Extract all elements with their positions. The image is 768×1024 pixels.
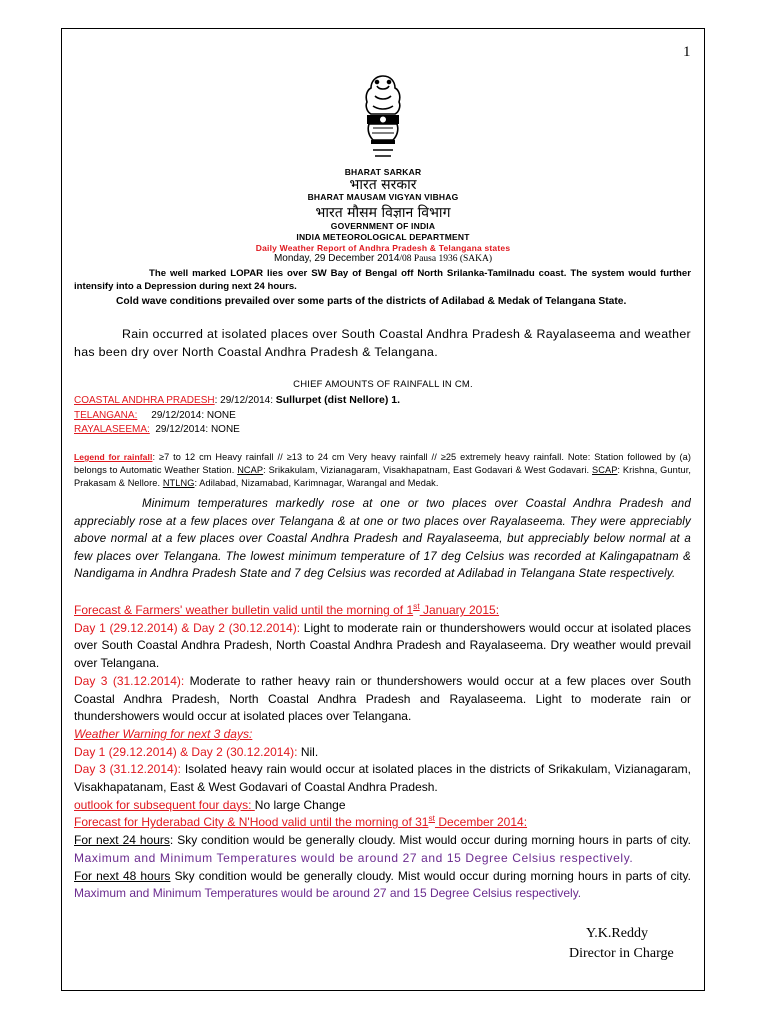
forecast-heading-sup: st bbox=[413, 601, 420, 611]
rainfall-rayalaseema-date: 29/12/2014: NONE bbox=[155, 424, 240, 435]
header-government: GOVERNMENT OF INDIA bbox=[330, 221, 436, 231]
ntlng-label: NTLNG bbox=[162, 478, 195, 488]
warning-day3-text: Isolated heavy rain would occur at isolated places in the districts of Srikakulam, Vizianagaram, Visakhapatanam, East & West Godavari of Coastal Andhra Pradesh. bbox=[74, 762, 691, 795]
header-bharat-sarkar: BHARAT SARKAR bbox=[344, 167, 422, 177]
hyderabad-48h bbox=[74, 868, 691, 903]
ncap-label: NCAP bbox=[237, 465, 264, 475]
outlook-label: outlook for subsequent four days: bbox=[74, 797, 255, 812]
ncap-text: : Srikakulam, Vizianagaram, Visakhapatnam, East Godavari & West Godavari. bbox=[263, 465, 592, 475]
forecast-day12 bbox=[74, 620, 691, 673]
rainfall-telangana-date: 29/12/2014: NONE bbox=[151, 409, 236, 421]
report-title: Daily Weather Report of Andhra Pradesh & Telangana states bbox=[255, 243, 511, 253]
report-date-gregorian: Monday, 29 December 2014 bbox=[273, 253, 400, 264]
rainfall-heading: CHIEF AMOUNTS OF RAINFALL IN CM. bbox=[293, 379, 473, 390]
min-temp-paragraph: Minimum temperatures markedly rose at one or two places over Coastal Andhra Pradesh and appreciably rose at a few places over Telangana & at one or two places over Rayalaseema. They were appreciably above normal at a few places over Coastal Andhra Pradesh and Rayalaseema, but appreciably below normal at a few places over Telangana. The lowest minimum temperature of 17 deg Celsius was recorded at Kalingapatnam & Nandigama in Andhra Pradesh State and 7 deg Celsius was recorded at Adilabad in Telangana State respectively. bbox=[74, 498, 691, 581]
warning-day12 bbox=[74, 744, 691, 762]
h24-label: For next 24 hours bbox=[74, 833, 170, 848]
h48-text: Sky condition would be generally cloudy. Mist would occur during morning hours in parts of city. bbox=[170, 868, 691, 883]
outlook bbox=[74, 797, 691, 815]
warning-day3-label: Day 3 (31.12.2014): bbox=[74, 762, 182, 777]
forecast-heading-text: Forecast & Farmers' weather bulletin valid until the morning of 1 bbox=[74, 603, 414, 617]
forecast-day12-label: Day 1 (29.12.2014) & Day 2 (30.12.2014): bbox=[74, 620, 301, 635]
warning-day12-label: Day 1 (29.12.2014) & Day 2 (30.12.2014): bbox=[74, 744, 298, 759]
lopar-paragraph: The well marked LOPAR lies over SW Bay of Bengal off North Srilanka-Tamilnadu coast. The system would further intensify into a Depression during next 24 hours. bbox=[74, 268, 691, 292]
rainfall-coastal-date: : 29/12/2014: bbox=[214, 395, 276, 406]
forecast-day3-label: Day 3 (31.12.2014): bbox=[74, 673, 185, 688]
hyderabad-heading bbox=[74, 814, 691, 832]
header-hindi-sarkar: भारत सरकार bbox=[349, 177, 417, 193]
signatory-name: Y.K.Reddy bbox=[586, 926, 648, 941]
legend-text: : ≥7 to 12 cm Heavy rainfall // ≥13 to 24 cm Very heavy rainfall // ≥25 extremely heavy rainfall. Note: Station followed by (a) belongs to Automatic Weather Station. bbox=[74, 452, 691, 475]
scap-label: SCAP bbox=[592, 465, 618, 475]
legend-label: Legend for rainfall bbox=[74, 452, 153, 462]
warning-heading: Weather Warning for next 3 days: bbox=[74, 726, 253, 741]
region-telangana: TELANGANA: bbox=[74, 409, 138, 421]
rainfall-row-telangana bbox=[74, 409, 400, 424]
forecast-day3-text: Moderate to rather heavy rain or thundershowers would occur at a few places over South Coastal Andhra Pradesh, North Coastal Andhra Pradesh and Rayalaseema. Light to moderate rain or thundershowers would occur at isolated places over Telangana. bbox=[74, 673, 691, 724]
header-department: INDIA METEOROLOGICAL DEPARTMENT bbox=[296, 232, 470, 242]
legend-paragraph bbox=[74, 451, 691, 490]
rainfall-table bbox=[74, 393, 400, 438]
forecast-day12-text: Light to moderate rain or thundershowers would occur at isolated places over South Coastal Andhra Pradesh, North Coastal Andhra Pradesh and Rayalaseema. Dry weather would prevail over Telangana. bbox=[74, 620, 691, 671]
hyderabad-heading-end: December 2014: bbox=[434, 815, 528, 830]
scap-text: : Krishna, Guntur, Prakasam & Nellore. bbox=[74, 465, 692, 488]
h24-temp: Maximum and Minimum Temperatures would be around 27 and 15 Degree Celsius respectively. bbox=[74, 850, 634, 865]
report-date-saka: /08 Pausa 1936 (SAKA) bbox=[399, 254, 493, 264]
national-emblem-icon bbox=[355, 70, 411, 170]
ntlng-text: : Adilabad, Nizamabad, Karimnagar, Warangal and Medak. bbox=[194, 478, 439, 488]
header-mausam-vibhag: BHARAT MAUSAM VIGYAN VIBHAG bbox=[307, 192, 459, 202]
warning-day3 bbox=[74, 761, 691, 796]
region-coastal: COASTAL ANDHRA PRADESH bbox=[74, 395, 215, 406]
header-hindi-vibhag: भारत मौसम विज्ञान विभाग bbox=[315, 205, 451, 221]
region-rayalaseema: RAYALASEEMA: bbox=[74, 424, 150, 435]
h48-temp: Maximum and Minimum Temperatures would be around 27 and 15 Degree Celsius respectively. bbox=[74, 886, 582, 901]
cold-wave-paragraph: Cold wave conditions prevailed over some parts of the districts of Adilabad & Medak of Telangana State. bbox=[116, 296, 627, 307]
rainfall-row-coastal bbox=[74, 393, 400, 409]
hyderabad-heading-sup: st bbox=[428, 813, 435, 824]
rainfall-row-rayalaseema bbox=[74, 423, 400, 438]
signatory-title: Director in Charge bbox=[569, 946, 674, 961]
outlook-text: No large Change bbox=[254, 797, 346, 812]
h24-text: : Sky condition would be generally cloudy. Mist would occur during morning hours in parts of city. bbox=[169, 833, 691, 848]
rain-paragraph: Rain occurred at isolated places over South Coastal Andhra Pradesh & Rayalaseema and weather has been dry over North Coastal Andhra Pradesh & Telangana. bbox=[74, 327, 691, 359]
forecast-heading-end: January 2015: bbox=[419, 603, 500, 617]
report-date bbox=[62, 253, 704, 264]
forecast-section bbox=[74, 602, 691, 903]
forecast-heading bbox=[74, 602, 691, 620]
hyderabad-24h bbox=[74, 832, 691, 867]
warning-day12-text: Nil. bbox=[297, 744, 319, 759]
h48-label: For next 48 hours bbox=[74, 868, 171, 883]
rainfall-coastal-value: Sullurpet (dist Nellore) 1. bbox=[275, 394, 401, 406]
page-number: 1 bbox=[683, 44, 691, 60]
forecast-day3 bbox=[74, 673, 691, 726]
hyderabad-heading-text: Forecast for Hyderabad City & N'Hood valid until the morning of 31 bbox=[74, 815, 429, 830]
